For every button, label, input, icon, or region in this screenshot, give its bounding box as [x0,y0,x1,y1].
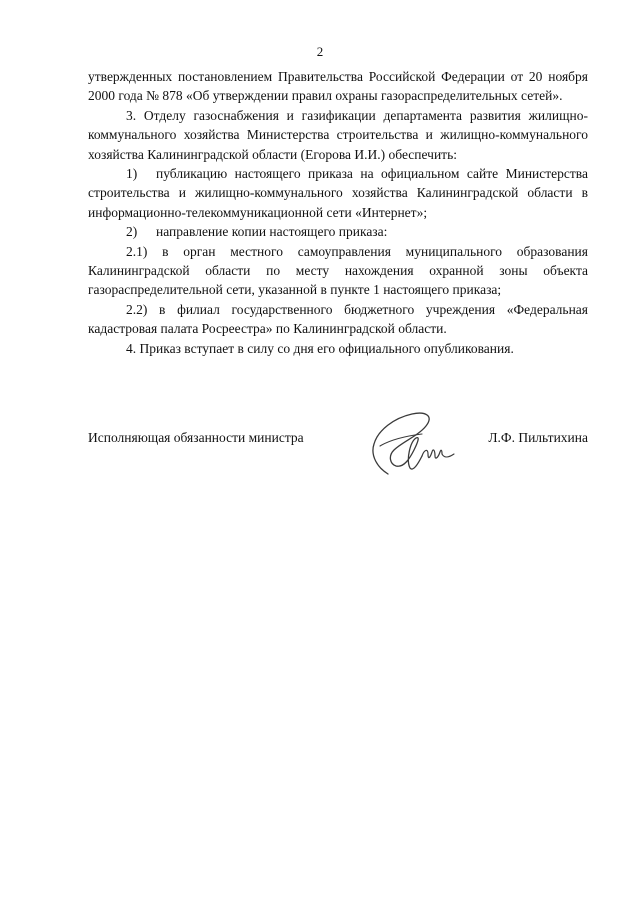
document-body [88,67,588,358]
paragraph-item-3: 3. Отделу газоснабжения и газификации департамента развития жилищно-коммунального хозяйства Министерства строительства и жилищно-коммунального хозяйства Калининградской области (Егорова И.И.) обеспечить: [88,107,588,162]
paragraph-item-3-2-1: 2.1) в орган местного самоуправления муниципального образования Калининградской области по месту нахождения охранной зоны объекта газораспределительной сети, указанной в пункте 1 настоящего приказа; [88,243,588,298]
signature-block [88,428,588,488]
signatory-name: Л.Ф. Пильтихина [488,430,588,445]
handwritten-signature [360,406,460,480]
paragraph-item-3-2-2: 2.2) в филиал государственного бюджетного учреждения «Федеральная кадастровая палата Росреестра» по Калининградской области. [88,301,588,337]
paragraph-item-3-2 [88,222,588,241]
list-marker: 1) [126,166,138,182]
paragraph-item-3-1 [88,164,588,222]
paragraph-item-4: 4. Приказ вступает в силу со дня его официального опубликования. [126,340,514,356]
list-item-text: публикацию настоящего приказа на официальном сайте Министерства строительства и жилищно-коммунального хозяйства Калининградской области в информационно-телекоммуникационной сети «Интернет»; [88,166,588,220]
paragraph-continuation: утвержденных постановлением Правительства Российской Федерации от 20 ноября 2000 года № 878 «Об утверждении правил охраны газораспределительных сетей». [88,69,588,104]
list-item-text: направление копии настоящего приказа: [156,224,388,240]
list-marker: 2) [126,224,138,240]
page-number: 2 [316,44,324,59]
signatory-title: Исполняющая обязанности министра [88,430,304,445]
